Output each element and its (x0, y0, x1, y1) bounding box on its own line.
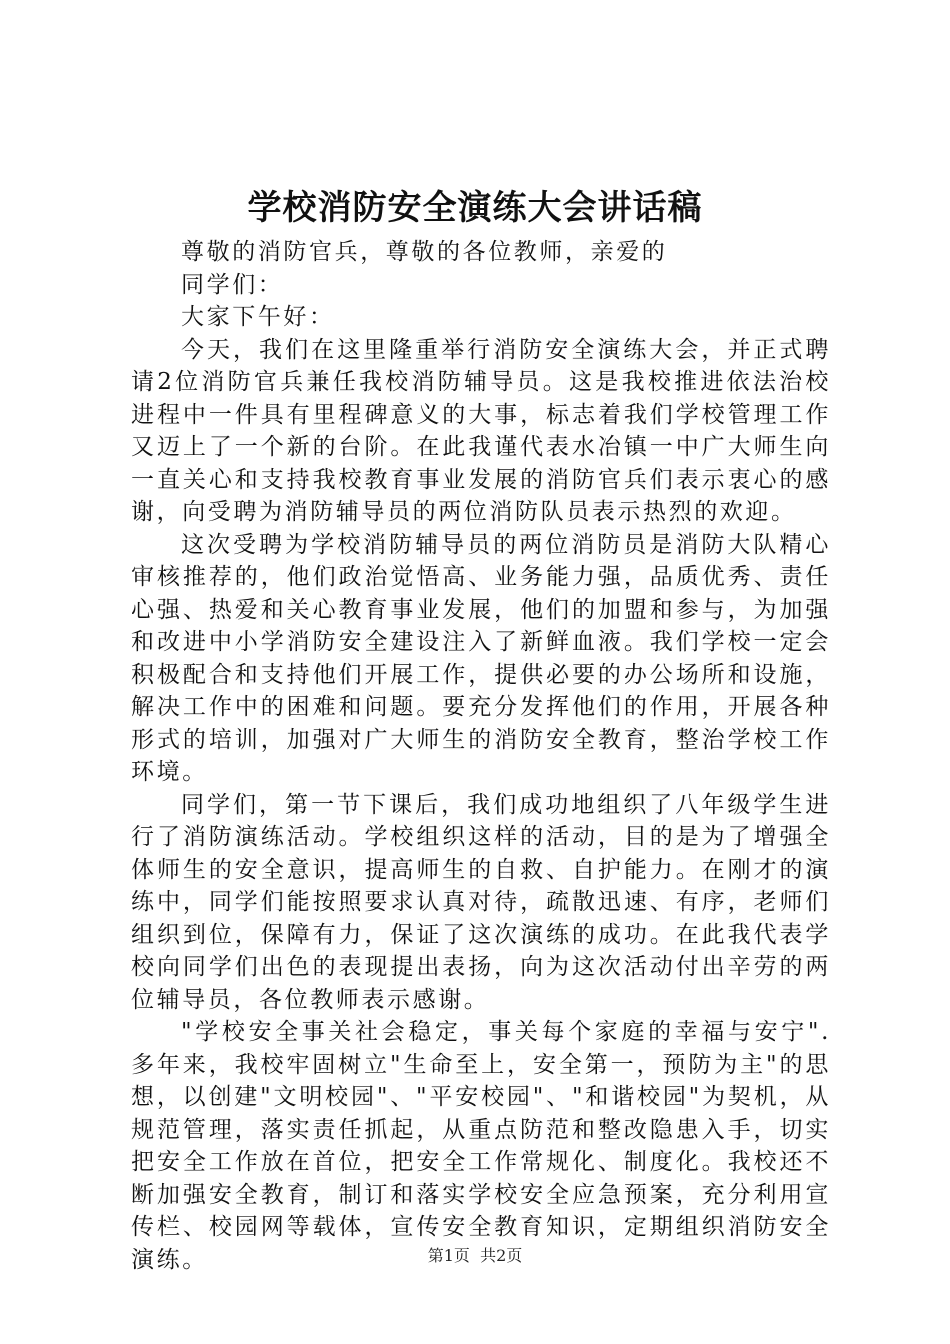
page-footer (0, 1245, 950, 1267)
salutation-line-2: 同学们： (181, 271, 284, 298)
greeting: 大家下午好： (181, 304, 335, 330)
document-body (131, 236, 831, 1276)
page-number: 第1页 共2页 (427, 1246, 523, 1265)
paragraph: "学校安全事关社会稳定，事关每个家庭的幸福与安宁".多年来，我校牢固树立"生命至上，安全第一，预防为主"的思想，以创建"文明校园"、"平安校园"、"和谐校园"为契机，从规范管理，落实责任抓起，从重点防范和整改隐患入手，切实把安全工作放在首位，把安全工作常规化、制度化。我校还不断加强安全教育，制订和落实学校安全应急预案，充分利用宣传栏、校园网等载体，宣传安全教育知识，定期组织消防安全演练。 (131, 1019, 831, 1273)
paragraph: 今天，我们在这里隆重举行消防安全演练大会，并正式聘请2位消防官兵兼任我校消防辅导员。这是我校推进依法治校进程中一件具有里程碑意义的大事，标志着我们学校管理工作又迈上了一个新的台阶。在此我谨代表水冶镇一中广大师生向一直关心和支持我校教育事业发展的消防官兵们表示衷心的感谢，向受聘为消防辅导员的两位消防队员表示热烈的欢迎。 (131, 336, 831, 525)
paragraph: 同学们，第一节下课后，我们成功地组织了八年级学生进行了消防演练活动。学校组织这样的活动，目的是为了增强全体师生的安全意识，提高师生的自救、自护能力。在刚才的演练中，同学们能按照要求认真对待，疏散迅速、有序，老师们组织到位，保障有力，保证了这次演练的成功。在此我代表学校向同学们出色的表现提出表扬，向为这次活动付出辛劳的两位辅导员，各位教师表示感谢。 (131, 791, 831, 1013)
paragraph: 这次受聘为学校消防辅导员的两位消防员是消防大队精心审核推荐的，他们政治觉悟高、业务能力强，品质优秀、责任心强、热爱和关心教育事业发展，他们的加盟和参与，为加强和改进中小学消防安全建设注入了新鲜血液。我们学校一定会积极配合和支持他们开展工作，提供必要的办公场所和设施，解决工作中的困难和问题。要充分发挥他们的作用，开展各种形式的培训，加强对广大师生的消防安全教育，整治学校工作环境。 (131, 531, 831, 785)
document-title: 学校消防安全演练大会讲话稿 (247, 188, 703, 228)
salutation-line-1: 尊敬的消防官兵，尊敬的各位教师，亲爱的 (181, 239, 668, 265)
